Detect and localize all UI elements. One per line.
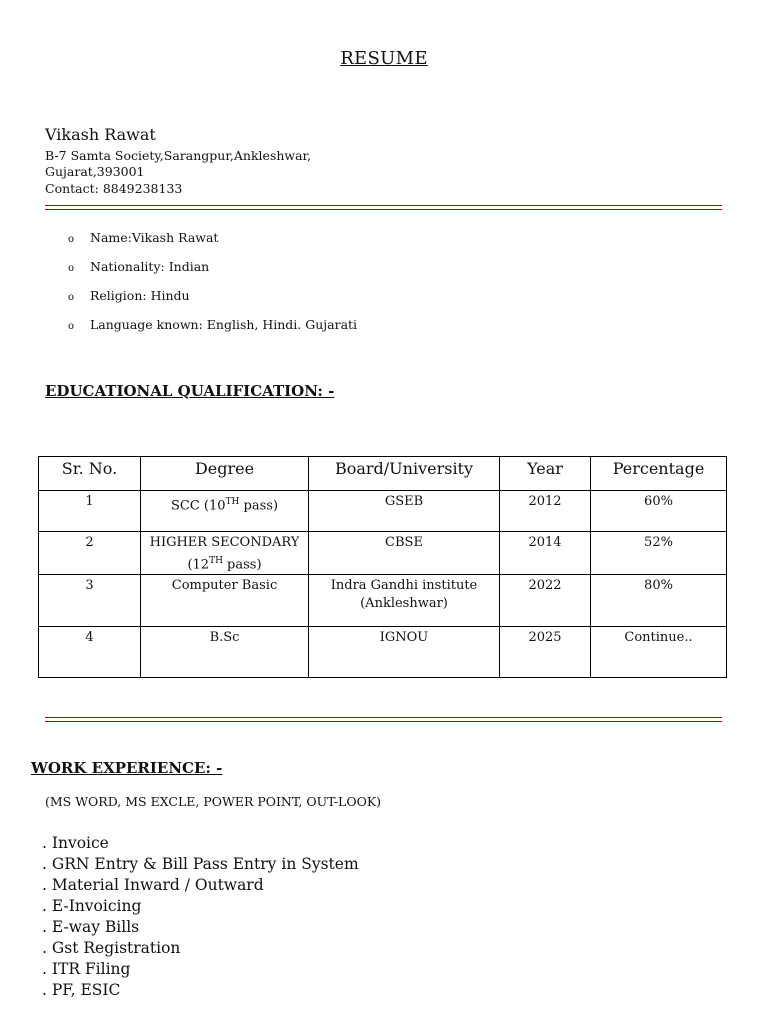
address-line-2: Gujarat,393001: [45, 164, 145, 179]
cell-sr-no: 3: [39, 575, 141, 627]
address-line-1: B-7 Samta Society,Sarangpur,Ankleshwar,: [45, 148, 312, 163]
personal-item-name: o Name:Vikash Rawat: [68, 230, 219, 245]
column-header-sr-no: Sr. No.: [39, 457, 141, 491]
cell-percentage: 52%: [591, 532, 727, 575]
cell-year: 2022: [500, 575, 591, 627]
cell-percentage: 60%: [591, 491, 727, 532]
work-experience-heading: WORK EXPERIENCE: -: [31, 759, 223, 777]
column-header-year: Year: [500, 457, 591, 491]
bullet-icon: o: [68, 234, 75, 245]
candidate-name: Vikash Rawat: [45, 125, 156, 144]
cell-sr-no: 2: [39, 532, 141, 575]
resume-title: RESUME: [340, 48, 428, 69]
column-header-degree: Degree: [141, 457, 309, 491]
task-item: . GRN Entry & Bill Pass Entry in System: [42, 855, 359, 873]
education-table: [38, 456, 727, 678]
personal-item-religion: o Religion: Hindu: [68, 288, 190, 303]
personal-item-languages: o Language known: English, Hindi. Gujarati: [68, 317, 358, 332]
task-item: . Material Inward / Outward: [42, 876, 264, 894]
section-divider: [45, 717, 722, 722]
table-header-row: [39, 457, 727, 491]
education-heading: EDUCATIONAL QUALIFICATION: -: [45, 382, 335, 400]
task-item: . Invoice: [42, 834, 109, 852]
cell-board: GSEB: [309, 491, 500, 532]
table-row: [39, 532, 727, 575]
cell-degree: SCC (10TH pass): [141, 491, 309, 532]
cell-board: Indra Gandhi institute (Ankleshwar): [309, 575, 500, 627]
cell-degree: B.Sc: [141, 627, 309, 678]
software-skills: (MS WORD, MS EXCLE, POWER POINT, OUT-LOOK): [45, 794, 382, 809]
table-row: [39, 627, 727, 678]
table-row: [39, 491, 727, 532]
bullet-icon: o: [68, 321, 75, 332]
cell-board: IGNOU: [309, 627, 500, 678]
task-item: . Gst Registration: [42, 939, 181, 957]
header-divider: [45, 205, 722, 210]
cell-board: CBSE: [309, 532, 500, 575]
table-row: [39, 575, 727, 627]
personal-item-nationality: o Nationality: Indian: [68, 259, 210, 274]
cell-sr-no: 1: [39, 491, 141, 532]
contact-number: Contact: 8849238133: [45, 181, 183, 196]
column-header-percentage: Percentage: [591, 457, 727, 491]
task-item: . ITR Filing: [42, 960, 131, 978]
cell-percentage: 80%: [591, 575, 727, 627]
cell-percentage: Continue..: [591, 627, 727, 678]
cell-year: 2014: [500, 532, 591, 575]
cell-year: 2012: [500, 491, 591, 532]
cell-degree: Computer Basic: [141, 575, 309, 627]
bullet-icon: o: [68, 263, 75, 274]
cell-sr-no: 4: [39, 627, 141, 678]
task-item: . PF, ESIC: [42, 981, 121, 999]
task-item: . E-Invoicing: [42, 897, 142, 915]
cell-degree: HIGHER SECONDARY (12TH pass): [141, 532, 309, 575]
cell-year: 2025: [500, 627, 591, 678]
column-header-board: Board/University: [309, 457, 500, 491]
bullet-icon: o: [68, 292, 75, 303]
task-item: . E-way Bills: [42, 918, 140, 936]
